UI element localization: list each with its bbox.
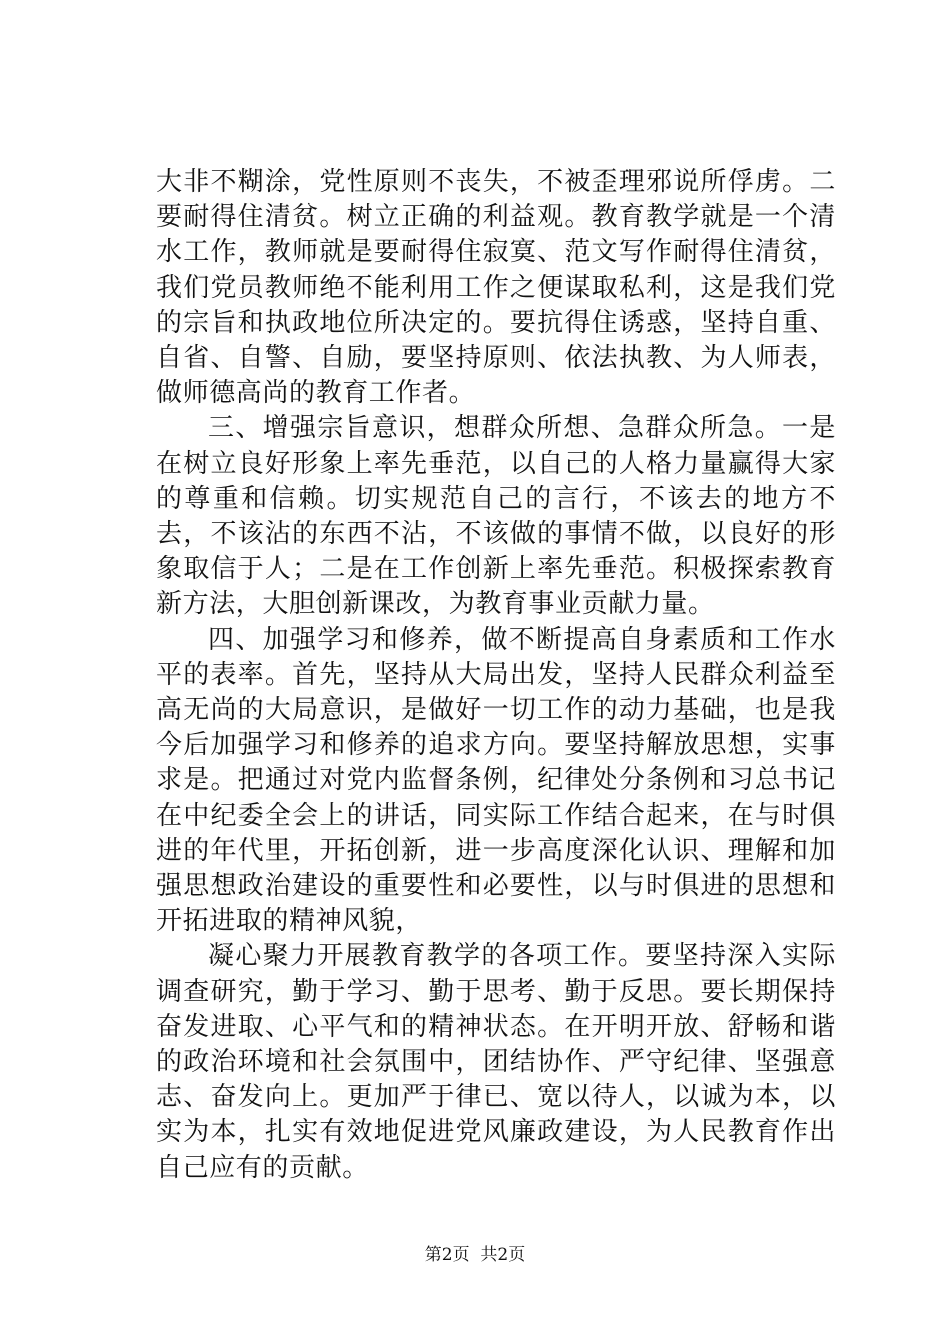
paragraph-section-three: 三、增强宗旨意识，想群众所想、急群众所急。一是在树立良好形象上率先垂范，以自己的人格力量赢得大家的尊重和信赖。切实规范自己的言行，不该去的地方不去，不该沾的东西不沾，不该做的事情不做，以良好的形象取信于人；二是在工作创新上率先垂范。积极探索教育新方法，大胆创新课改，为教育事业贡献力量。	[156, 413, 836, 620]
paragraph-closing: 凝心聚力开展教育教学的各项工作。要坚持深入实际调查研究，勤于学习、勤于思考、勤于反思。要长期保持奋发进取、心平气和的精神状态。在开明开放、舒畅和谐的政治环境和社会氛围中，团结协作、严守纪律、坚强意志、奋发向上。更加严于律已、宽以待人，以诚为本，以实为本，扎实有效地促进党风廉政建设，为人民教育作出自己应有的贡献。	[156, 941, 836, 1183]
page-footer	[0, 1244, 950, 1266]
paragraph-continuation: 大非不糊涂，党性原则不丧失，不被歪理邪说所俘虏。二要耐得住清贫。树立正确的利益观。教育教学就是一个清水工作，教师就是要耐得住寂寞、范文写作耐得住清贫，我们党员教师绝不能利用工作之便谋取私利，这是我们党的宗旨和执政地位所决定的。要抗得住诱惑，坚持自重、自省、自警、自励，要坚持原则、依法执教、为人师表，做师德高尚的教育工作者。	[156, 167, 836, 409]
paragraph-section-four: 四、加强学习和修养，做不断提高自身素质和工作水平的表率。首先，坚持从大局出发，坚持人民群众利益至高无尚的大局意识，是做好一切工作的动力基础，也是我今后加强学习和修养的追求方向。要坚持解放思想，实事求是。把通过对党内监督条例，纪律处分条例和习总书记在中纪委全会上的讲话，同实际工作结合起来，在与时俱进的年代里，开拓创新，进一步高度深化认识、理解和加强思想政治建设的重要性和必要性，以与时俱进的思想和开拓进取的精神风貌，	[156, 624, 836, 937]
page-number-label: 第2页 共2页	[424, 1245, 526, 1265]
document-body	[156, 165, 836, 1186]
